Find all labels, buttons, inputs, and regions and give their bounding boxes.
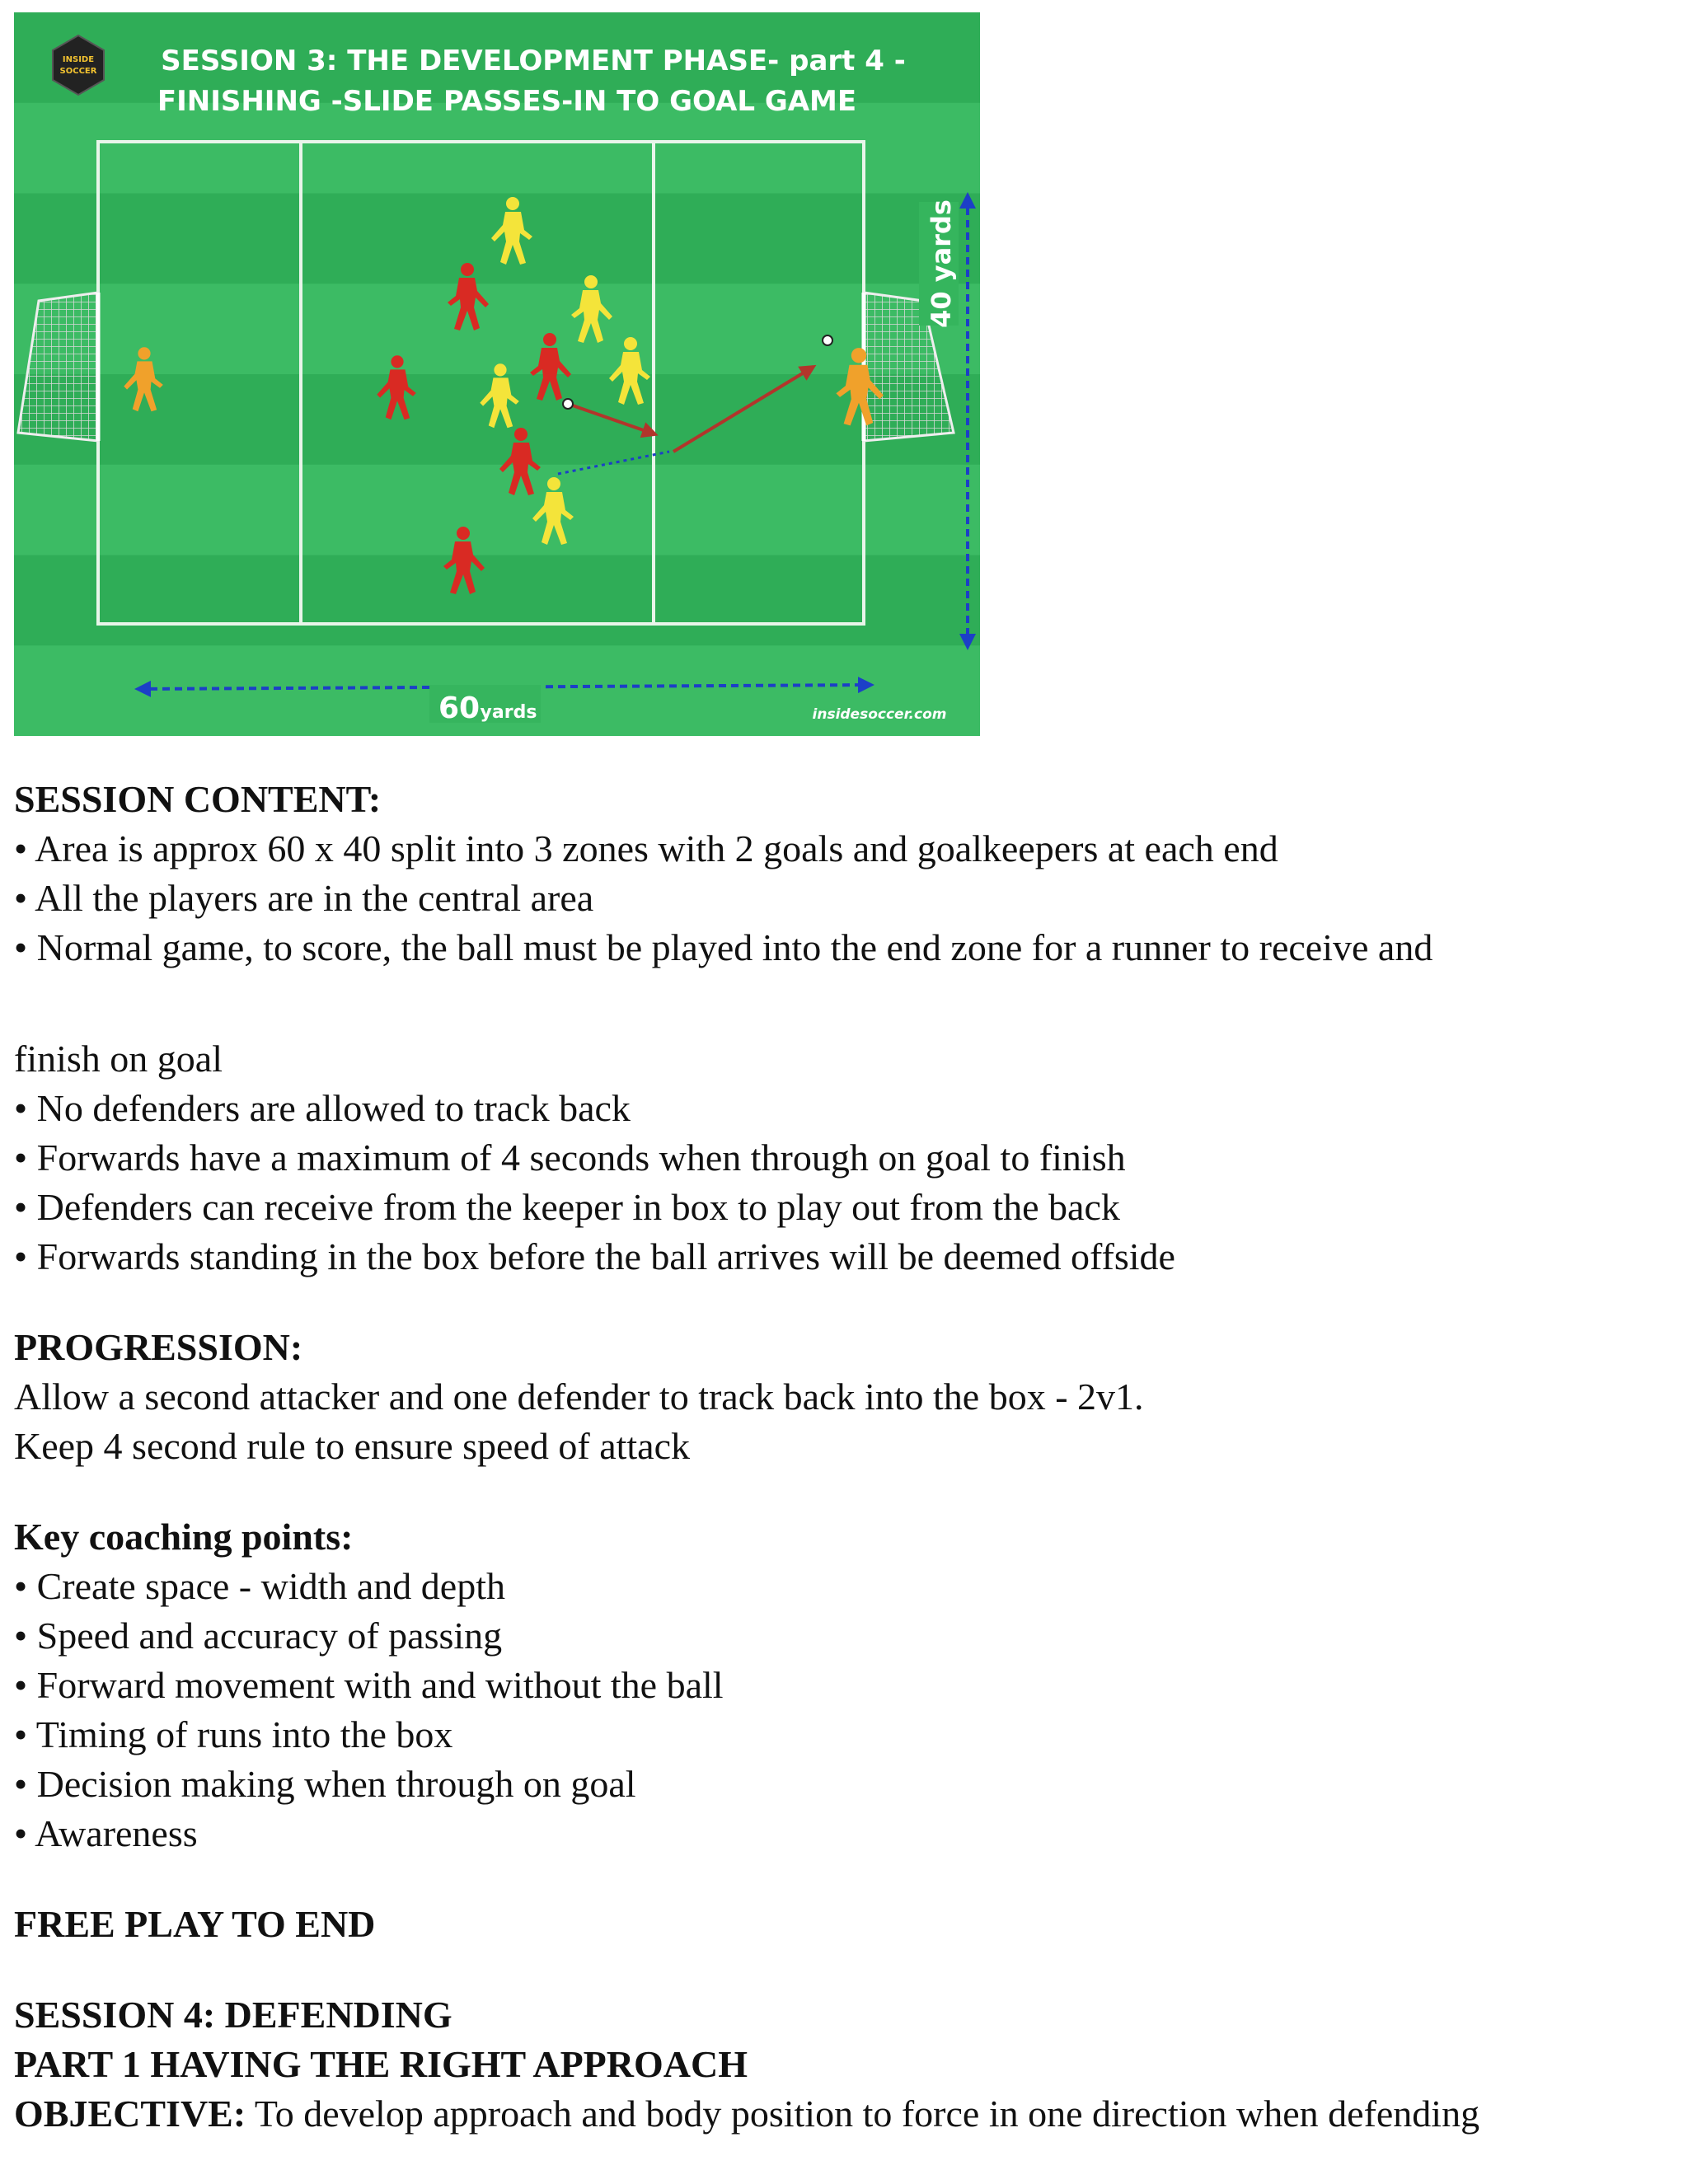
drill-diagram-svg (14, 12, 980, 736)
coaching-item: • Timing of runs into the box (14, 1713, 453, 1755)
height-label: 40 yards (926, 199, 957, 328)
progression-line: Keep 4 second rule to ensure speed of attack (14, 1425, 691, 1467)
drill-diagram (14, 12, 980, 736)
progression-heading: PROGRESSION: (14, 1326, 303, 1368)
logo-line-2: SOCCER (59, 67, 97, 76)
session-content-item: • Forwards have a maximum of 4 seconds when through on goal to finish (14, 1137, 1126, 1179)
session4-title: SESSION 4: DEFENDING (14, 1994, 452, 2036)
grass-stripe (14, 465, 980, 556)
coaching-item: • Forward movement with and without the ball (14, 1664, 724, 1706)
coaching-item: • Speed and accuracy of passing (14, 1615, 503, 1657)
diagram-title-line-2: FINISHING -SLIDE PASSES-IN TO GOAL GAME (157, 85, 857, 118)
width-unit: yards (480, 702, 537, 723)
spacer (14, 972, 1662, 1034)
ball-near-player (563, 399, 573, 409)
width-value: 60 (438, 691, 481, 725)
session-content-item: • Forwards standing in the box before the ball arrives will be deemed offside (14, 1235, 1175, 1277)
coaching-item: • Awareness (14, 1812, 198, 1854)
session-content-item: • Area is approx 60 x 40 split into 3 zones with 2 goals and goalkeepers at each end (14, 827, 1278, 869)
logo-line-1: INSIDE (62, 55, 95, 64)
watermark: insidesoccer.com (812, 706, 947, 723)
ball-shot (823, 335, 832, 345)
spacer (14, 1858, 1662, 1900)
session-content-item: • No defenders are allowed to track back (14, 1087, 631, 1129)
document-body (14, 775, 1662, 2139)
session-content-item: • All the players are in the central area (14, 877, 594, 919)
session-content-item: • Defenders can receive from the keeper in box to play out from the back (14, 1186, 1120, 1228)
free-play-heading: FREE PLAY TO END (14, 1903, 376, 1945)
spacer (14, 1282, 1662, 1323)
coaching-item: • Decision making when through on goal (14, 1763, 636, 1805)
spacer (14, 1949, 1662, 1990)
grass-stripe (14, 284, 980, 375)
objective-label: OBJECTIVE: (14, 2093, 246, 2135)
session-content-item: • Normal game, to score, the ball must be played into the end zone for a runner to receive and (14, 926, 1433, 968)
session4-part: PART 1 HAVING THE RIGHT APPROACH (14, 2043, 748, 2085)
progression-line: Allow a second attacker and one defender to track back into the box - 2v1. (14, 1376, 1144, 1418)
coaching-heading: Key coaching points: (14, 1516, 354, 1558)
session-content-continuation: finish on goal (14, 1038, 223, 1080)
spacer (14, 1471, 1662, 1512)
coaching-item: • Create space - width and depth (14, 1565, 506, 1607)
session-content-heading: SESSION CONTENT: (14, 778, 382, 820)
diagram-title-line-1: SESSION 3: THE DEVELOPMENT PHASE- part 4 - (161, 45, 906, 77)
session4-objective (14, 2089, 1662, 2139)
objective-text: To develop approach and body position to force in one direction when defending (246, 2093, 1480, 2135)
grass-stripe (14, 555, 980, 647)
